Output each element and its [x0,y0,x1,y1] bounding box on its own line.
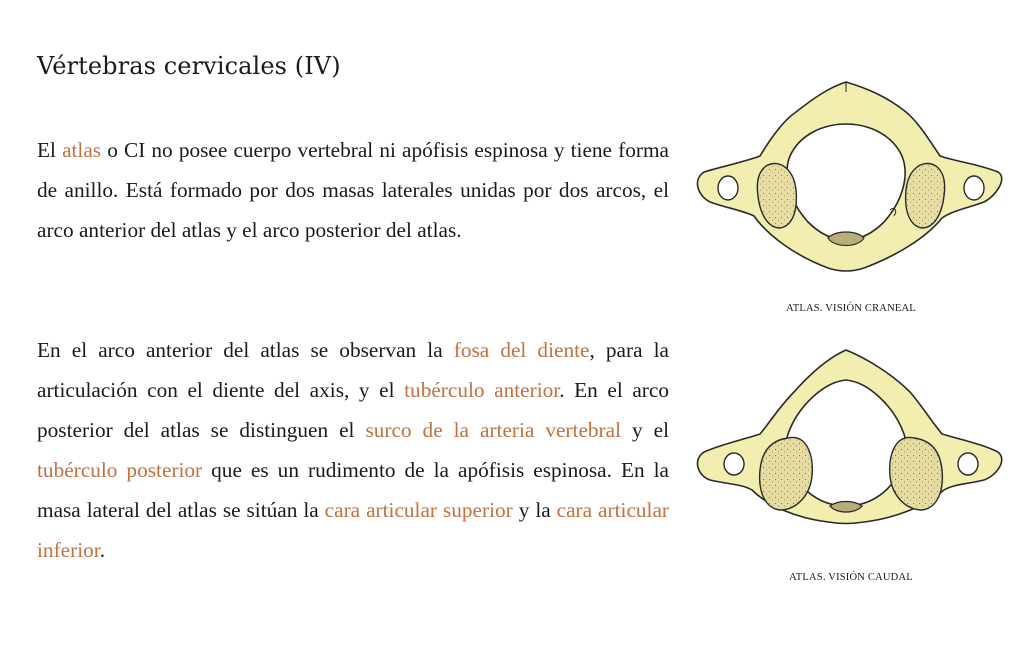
paragraph-atlas-intro [37,130,669,250]
atlas-caudal-illustration [696,346,1006,526]
body-text: y la [512,498,557,522]
atlas-cranial-illustration [696,78,1006,278]
caudal-view-caption: ATLAS. VISIÓN CAUDAL [789,572,913,583]
anatomy-term: surco de la arteria vertebral [365,418,622,442]
body-text: En el arco anterior del atlas se observan la [37,338,454,362]
anatomy-term: fosa del diente [453,338,590,362]
cranial-view-caption: ATLAS. VISIÓN CRANEAL [786,303,916,314]
transverse-foramen-right [958,453,978,475]
anatomy-term: atlas [62,138,102,162]
anatomy-term: cara articular inferior [37,498,670,562]
body-text: que es un rudimento de la apófisis espinosa. En la masa lateral del atlas se sitúan la [37,458,669,522]
anatomy-term: tubérculo anterior [404,378,560,402]
transverse-foramen-right [964,176,984,200]
dens-fossa [828,232,864,246]
transverse-foramen-left [718,176,738,200]
page-title: Vértebras cervicales (IV) [37,52,341,80]
body-text: . [99,538,106,562]
body-text: El [37,138,63,162]
anatomy-term: cara articular superior [324,498,513,522]
paragraph-atlas-details [37,330,669,570]
body-text: , para la articulación con el diente del axis, y el [37,338,669,402]
body-text: o CI no posee cuerpo vertebral ni apófisis espinosa y tiene forma de anillo. Está formado por dos masas laterales unidas por dos arcos, el arco anterior del atlas y el arco posterior del atlas. [37,138,669,242]
anterior-tubercle [830,502,862,513]
anatomy-term: tubérculo posterior [37,458,203,482]
body-text: . En el arco posterior del atlas se distinguen el [37,378,669,442]
body-text: y el [621,418,669,442]
transverse-foramen-left [724,453,744,475]
